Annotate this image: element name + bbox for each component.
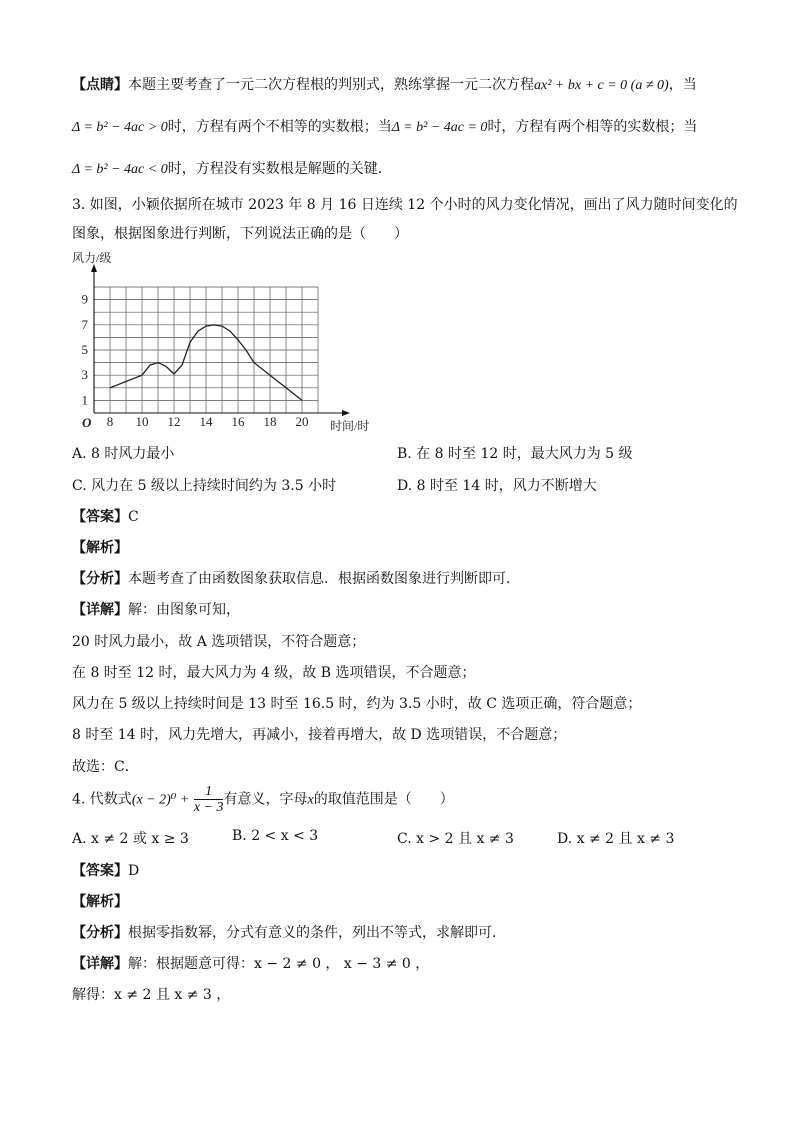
dianjing-line-1: [72, 74, 697, 94]
q3-analysis-tag: 【解析】: [72, 540, 128, 556]
xiangjie-text: 解：由图象可知，: [128, 602, 240, 618]
x-axis-arrow: [342, 410, 350, 416]
y-tick-label: 3: [81, 367, 88, 383]
fraction-numerator: 1: [194, 784, 224, 800]
q4-option-d: D. x ≠ 2 且 x ≠ 3: [557, 831, 675, 847]
q3-fenxi: [72, 568, 520, 588]
x-tick-label: 16: [231, 414, 245, 429]
q3-step-2: 在 8 时至 12 时，最大风力为 4 级，故 B 选项错误，不合题意；: [72, 665, 476, 681]
dianjing-tail: ，当: [668, 77, 697, 93]
discriminant-positive: Δ = b² − 4ac > 0: [72, 120, 168, 135]
q3-step-1: 20 时风力最小，故 A 选项错误，不符合题意；: [72, 634, 366, 650]
y-axis-arrow: [91, 264, 97, 272]
fraction-denominator: x − 3: [193, 800, 224, 815]
dianjing-line-3: [72, 158, 392, 178]
dianjing-text-2b: 时，方程有两个相等的实数根；当: [487, 119, 698, 135]
fenxi-text: 本题考查了由函数图象获取信息．根据函数图象进行判断即可．: [128, 571, 520, 587]
x-axis-label: 时间/时: [330, 419, 370, 433]
xiangjie-tag: 【详解】: [72, 956, 128, 972]
q3-stem-2: 图象，根据图象进行判断，下列说法正确的是（ ）: [72, 226, 408, 242]
q4-xiangjie: [72, 953, 429, 973]
quadratic-equation: ax² + bx + c = 0 (a ≠ 0): [534, 78, 669, 93]
q4-stem-pre: 4. 代数式: [72, 791, 132, 808]
origin-label: O: [82, 415, 92, 430]
dianjing-text-3: 时，方程没有实数根是解题的关键．: [167, 161, 392, 177]
q4-stem-end: 的取值范围是（ ）: [313, 791, 454, 808]
y-tick-label: 1: [81, 392, 88, 408]
q4-expression: (x − 2)⁰ +: [131, 792, 190, 808]
dianjing-tag: 【点睛】: [72, 77, 128, 93]
y-axis-label: 风力/级: [72, 251, 112, 265]
fenxi-tag: 【分析】: [72, 571, 128, 587]
fenxi-tag: 【分析】: [72, 925, 128, 941]
q4-stem-post: 有意义，字母: [223, 791, 308, 808]
dianjing-text-2a: 时，方程有两个不相等的实数根；当: [167, 119, 392, 135]
q4-fraction: [194, 784, 224, 815]
dianjing-text: 本题主要考查了一元二次方程根的判别式，熟练掌握一元二次方程: [128, 77, 534, 93]
discriminant-negative: Δ = b² − 4ac < 0: [72, 162, 168, 177]
q4-analysis-tag: 【解析】: [72, 894, 128, 910]
q4-option-b: B. 2 < x < 3: [232, 828, 319, 844]
q4-variable: x: [307, 792, 314, 808]
answer-tag: 【答案】: [72, 863, 128, 879]
answer-value: D: [128, 863, 140, 879]
chart-grid: [94, 287, 318, 413]
q3-answer: [72, 506, 139, 526]
q4-stem: [72, 784, 454, 815]
x-tick-label: 10: [135, 414, 149, 429]
q3-step-5: 故选：C．: [72, 759, 139, 775]
x-tick-label: 12: [167, 414, 181, 429]
q3-xiangjie: [72, 599, 240, 619]
q4-fenxi: [72, 922, 506, 942]
x-tick-label: 14: [199, 414, 213, 429]
y-tick-label: 7: [81, 316, 88, 332]
q3-option-b: B. 在 8 时至 12 时，最大风力为 5 级: [397, 446, 633, 462]
xiangjie-tag: 【详解】: [72, 602, 128, 618]
q4-jiede: 解得：x ≠ 2 且 x ≠ 3 ，: [72, 987, 231, 1003]
xiangjie-text: 解：根据题意可得：x − 2 ≠ 0 ， x − 3 ≠ 0 ，: [128, 956, 430, 972]
x-tick-label: 8: [106, 414, 114, 429]
x-tick-label: 20: [295, 414, 309, 429]
q3-step-4: 8 时至 14 时，风力先增大，再减小，接着再增大，故 D 选项错误，不合题意；: [72, 727, 567, 743]
answer-tag: 【答案】: [72, 509, 128, 525]
q3-option-c: C. 风力在 5 级以上持续时间约为 3.5 小时: [72, 478, 337, 494]
q4-option-c: C. x > 2 且 x ≠ 3: [397, 831, 514, 847]
q3-stem-1: 3. 如图，小颖依据所在城市 2023 年 8 月 16 日连续 12 个小时的风力变化情况，画出了风力随时间变化的: [72, 197, 738, 213]
discriminant-zero: Δ = b² − 4ac = 0: [391, 120, 488, 135]
y-tick-label: 9: [81, 291, 88, 307]
dianjing-line-2: [72, 116, 697, 136]
q3-step-3: 风力在 5 级以上持续时间是 13 时至 16.5 时，约为 3.5 小时，故 C 选项正确，符合题意；: [72, 696, 642, 712]
y-tick-label: 5: [81, 342, 88, 357]
fenxi-text: 根据零指数幂，分式有意义的条件，列出不等式，求解即可．: [128, 925, 506, 941]
q4-option-a: A. x ≠ 2 或 x ≥ 3: [72, 831, 189, 847]
q4-answer: [72, 860, 139, 880]
answer-value: C: [128, 509, 139, 525]
q3-option-a: A. 8 时风力最小: [72, 446, 175, 462]
q3-option-d: D. 8 时至 14 时，风力不断增大: [397, 478, 597, 494]
wind-chart: [68, 246, 398, 436]
x-tick-label: 18: [263, 414, 277, 429]
